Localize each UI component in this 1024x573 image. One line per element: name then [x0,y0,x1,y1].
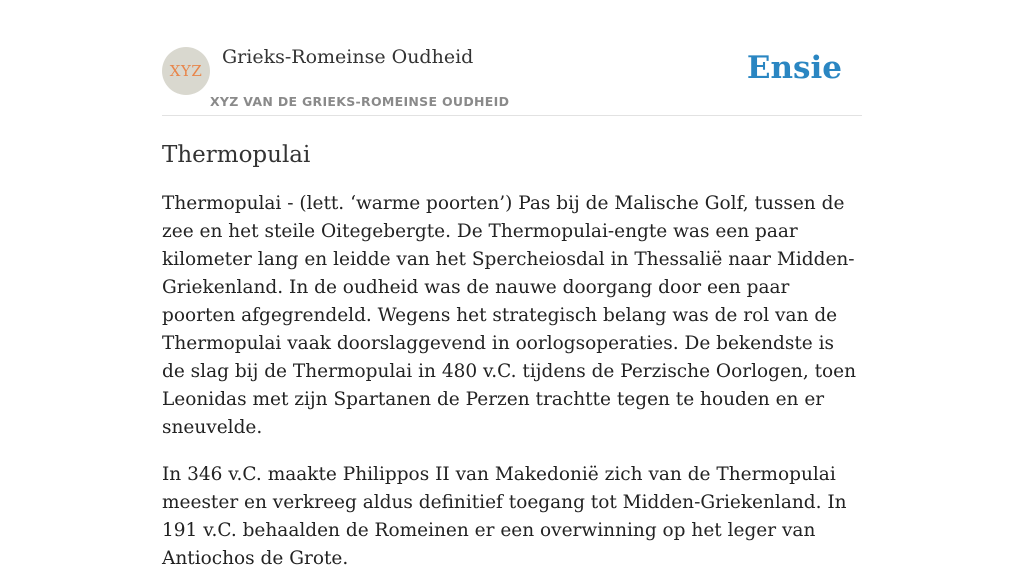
source-logo-text: XYZ [169,62,203,80]
ensie-logo[interactable]: Ensie [746,50,842,86]
page [162,0,862,573]
source-title[interactable]: Grieks-Romeinse Oudheid [222,46,474,68]
entry-paragraph-2: In 346 v.C. maakte Philippos II van Makedonië zich van de Thermopulai meester en verkreeg aldus definitief toegang tot Midden-Griekenland. In 191 v.C. behaalden de Romeinen er een overwinning op het leger van Antiochos de Grote. [162,464,847,569]
source-subtitle[interactable]: XYZ VAN DE GRIEKS-ROMEINSE OUDHEID [210,94,510,109]
source-header [162,0,862,116]
entry-title: Thermopulai [162,142,311,168]
entry-paragraph-1: Thermopulai - (lett. ‘warme poorten’) Pas bij de Malische Golf, tussen de zee en het steile Oitegebergte. De Thermopulai-engte was een paar kilometer lang en leidde van het Spercheiosdal in Thessalië naar Midden-Griekenland. In de oudheid was de nauwe doorgang door een paar poorten afgegrendeld. Wegens het strategisch belang was de rol van de Thermopulai vaak doorslaggevend in oorlogsoperaties. De bekendste is de slag bij de Thermopulai in 480 v.C. tijdens de Perzische Oorlogen, toen Leonidas met zijn Spartanen de Perzen trachtte tegen te houden en er sneuvelde. [162,193,857,438]
source-logo[interactable] [162,47,210,95]
